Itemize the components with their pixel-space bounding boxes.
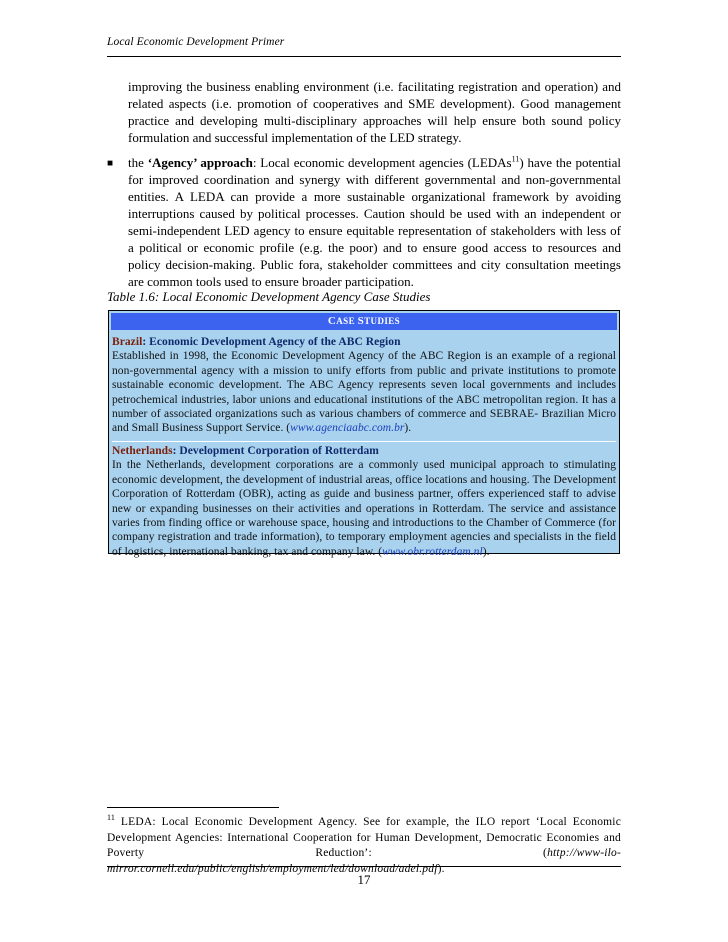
square-bullet-icon: ■	[107, 158, 114, 169]
header-cap-s: S	[357, 315, 365, 327]
footnote-link[interactable]: http://www-ilo-mirror.cornell.edu/public/english/employment/led/download/adel.pdf	[107, 847, 621, 875]
case-body: Established in 1998, the Economic Development Agency of the ABC Region is an example of a regional non-governmental agency with a mission to unify efforts from public and private institutions to promote sustainable economic development. The ABC Agency represents seven local governments and includes petrochemical industries, labor unions and educational institutions of the ABC metropolitan region. It has a number of associated organizations such as various chambers of commerce and SEBRAE- Brazilian Micro and Small Business Support Service. (	[112, 350, 616, 435]
header-cap-c: C	[327, 315, 337, 327]
list-item	[107, 154, 621, 290]
header-rest-2: TUDIES	[364, 316, 401, 326]
case-sep: :	[142, 336, 150, 348]
footnote-divider	[107, 807, 279, 808]
case-link[interactable]: www.obr.rotterdam.nl	[382, 545, 483, 558]
case-country: Brazil	[112, 336, 143, 348]
case-link[interactable]: www.agenciaabc.com.br	[290, 422, 405, 435]
bullet-list	[107, 154, 621, 290]
bullet-bold-term: ‘Agency’ approach	[147, 155, 253, 170]
case-title: Economic Development Agency of the ABC Region	[149, 336, 401, 348]
paragraph-text: improving the business enabling environment (i.e. facilitating registration and operation) and related aspects (i.e. promotion of cooperatives and SME development). Good management practice and developing multi-disciplinary approaches will help ensure both sound policy formulation and successful implementation of the LED strategy.	[128, 79, 621, 145]
page-number: 17	[357, 872, 371, 887]
running-header: Local Economic Development Primer	[107, 36, 285, 48]
footnote-text: LEDA: Local Economic Development Agency. See for example, the ILO report ‘Local Economic Development Agencies: International Cooperation for Human Development, Democratic Economies and Poverty Reduction’: (	[107, 816, 621, 859]
bullet-text-b: ) have the potential for improved coordination and synergy with different governmental and non-governmental entities. A LEDA can provide a more sustainable organizational framework by avoiding interruptions caused by political processes. Caution should be used with an independent or semi-independent LED agency to ensure equitable representation of stakeholders with less of a political or economic profile (e.g. the poor) and to ensure good access to resources and policy decision-making. Public fora, stakeholder committees and city consultation meetings are common tools used to ensure broader participation.	[128, 155, 621, 289]
footnote-end: ).	[437, 862, 445, 875]
header-rest-1: ASE	[336, 316, 358, 326]
case-end: ).	[404, 422, 412, 435]
footnote	[107, 815, 621, 877]
case-body: In the Netherlands, development corporations are a commonly used municipal approach to stimulating economic development, the development of industrial areas, office locations and housing. The Development Corporation of Rotterdam (OBR), acting as guide and business partner, offers experienced staff to advise new or expanding businesses on their activities and operations in Rotterdam. The service and assistance varies from finding office or warehouse space, housing and introductions to the Chamber of Commerce (for company registration and trade information), to temporary employment agencies and specialists in the field of logistics, international banking, tax and company law. (	[112, 459, 616, 558]
bullet-text-a: : Local economic development agencies (LEDAs	[252, 155, 512, 170]
case-studies-box	[108, 310, 620, 558]
case-study-netherlands	[112, 441, 616, 559]
bullet-intro: the	[128, 155, 148, 170]
footnote-ref[interactable]: 11	[511, 154, 520, 164]
footer-divider	[107, 866, 621, 867]
bullet-text	[128, 154, 621, 290]
paragraph-continuation	[107, 78, 621, 146]
header-divider	[107, 56, 621, 57]
case-country: Netherlands	[112, 445, 173, 457]
case-sep: :	[172, 445, 180, 457]
case-title: Development Corporation of Rotterdam	[179, 445, 379, 457]
footnote-number: 11	[107, 813, 116, 823]
case-studies-header	[111, 313, 617, 330]
table-caption: Table 1.6: Local Economic Development Agency Case Studies	[107, 289, 431, 304]
case-end: ).	[482, 545, 490, 558]
case-study-brazil	[112, 335, 616, 436]
